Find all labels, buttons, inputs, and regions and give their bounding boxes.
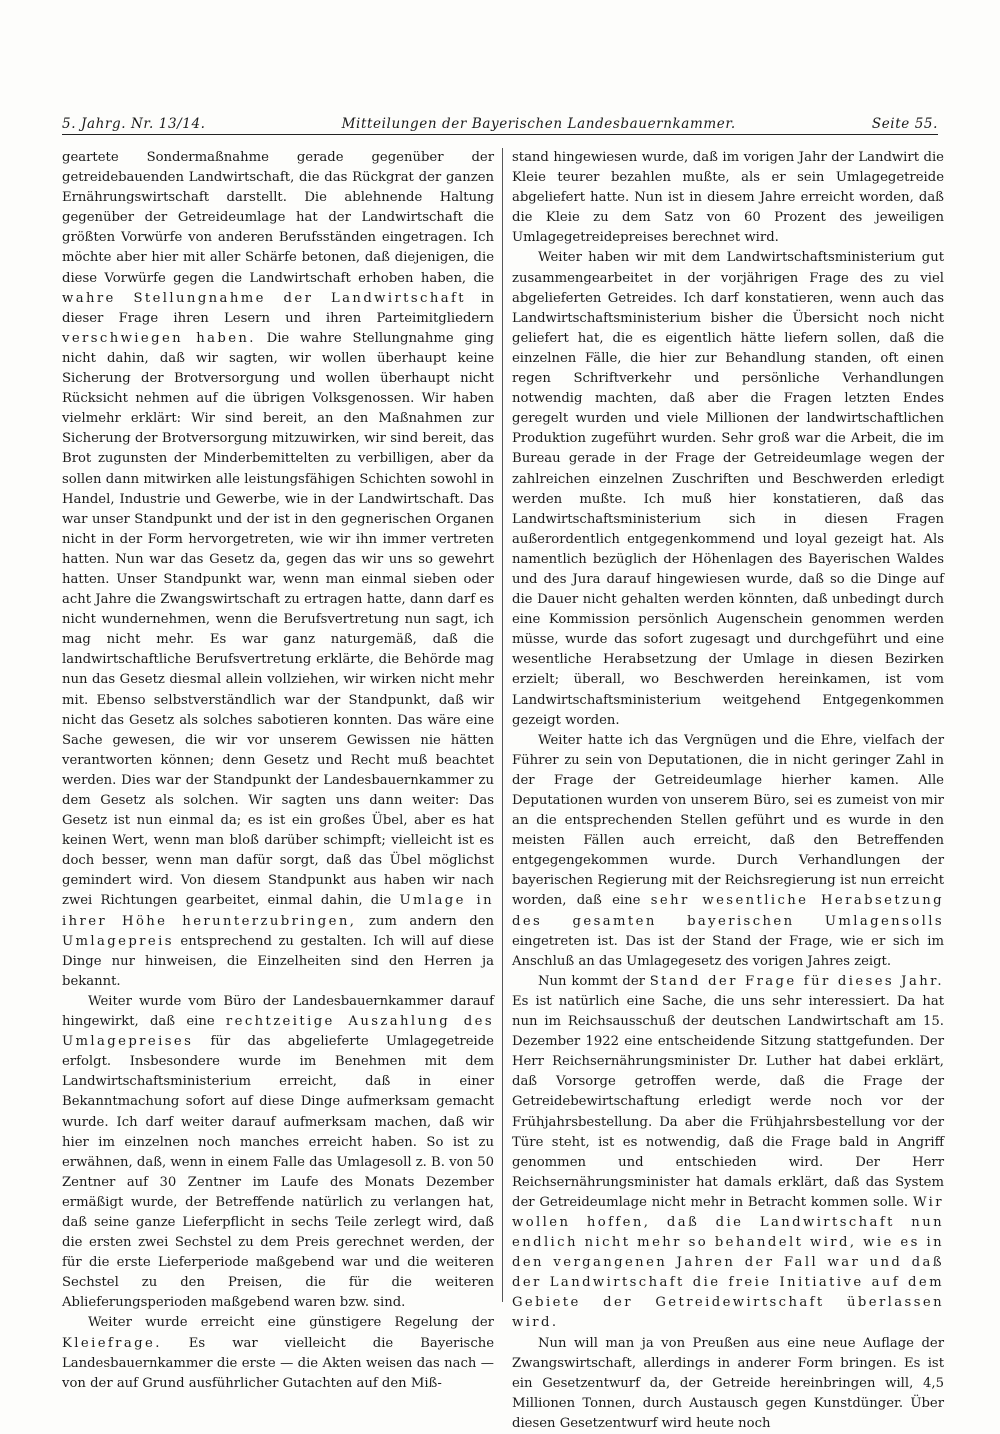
emphasis-text: Umlagepreis [62, 933, 174, 949]
publication-title: Mitteilungen der Bayerischen Landesbauernkammer. [341, 116, 736, 132]
emphasis-text: verschwiegen haben. [62, 330, 256, 346]
paragraph: Nun kommt der Stand der Frage für dieses Jahr. Es ist natürlich eine Sache, die uns sehr interessiert. Da hat nun im Reichsausschuß der deutschen Landwirtschaft am 15. Dezember 1922 eine entscheidende Sitzung stattgefunden. Der Herr Reichsernährungsminister Dr. Luther hat dabei erklärt, daß Vorsorge getroffen werde, daß die Frage der Getreidebewirtschaftung erledigt werde noch vor der Frühjahrsbestellung. Da aber die Frühjahrsbestellung vor der Türe steht, ist es notwendig, daß die Frage bald in Angriff genommen und entschieden wird. Der Herr Reichsernährungsminister hat damals erklärt, daß das System der Getreideumlage nicht mehr in Betracht kommen solle. Wir wollen hoffen, daß die Landwirtschaft nun endlich nicht mehr so behandelt wird, wie es in den vergangenen Jahren der Fall war und daß der Landwirtschaft die freie Initiative auf dem Gebiete der Getreidewirtschaft überlassen wird. [512, 973, 944, 1331]
left-column [62, 148, 495, 1391]
emphasis-text: Kleiefrage. [62, 1335, 162, 1351]
issue-number: 5. Jahrg. Nr. 13/14. [62, 116, 206, 132]
emphasis-text: Wir wollen hoffen, daß die Landwirtschaft nun endlich nicht mehr so behandelt wird, wie es in den vergangenen Jahren der Fall war und daß der Landwirtschaft die freie Initiative auf dem Gebiete der Getreidewirtschaft überlassen wird. [512, 1194, 944, 1331]
paragraph: Weiter haben wir mit dem Landwirtschaftsministerium gut zusammengearbeitet in der vorjährigen Frage des zu viel abgelieferten Getreides. Ich darf konstatieren, wenn auch das Landwirtschaftsministerium bisher die Übersicht noch nicht geliefert hat, die es eigentlich hätte liefern sollen, daß die einzelnen Fälle, die hier zur Behandlung standen, oft einen regen Schriftverkehr und persönliche Verhandlungen notwendig machten, daß aber die Fragen letzten Endes geregelt wurden und viele Millionen der landwirtschaftlichen Produktion zugeführt wurden. Sehr groß war die Arbeit, die im Bureau gerade in der Frage der Getreideumlage wegen der zahlreichen einzelnen Zuschriften und Beschwerden erledigt werden mußte. Ich muß hier konstatieren, daß das Landwirtschaftsministerium sich in diesen Fragen außerordentlich entgegenkommend und loyal gezeigt hat. Als namentlich bezüglich der Höhenlagen des Bayerischen Waldes und des Jura darauf hingewiesen wurde, daß so die Dinge auf die Dauer nicht gehalten werden könnten, daß unbedingt durch eine Kommission persönlich Augenschein genommen werden müsse, wurde das sofort zugesagt und durchgeführt und eine wesentliche Herabsetzung der Umlage in diesen Bezirken erzielt; überall, wo Beschwerden hereinkamen, ist vom Landwirtschaftsministerium weitgehend Entgegenkommen gezeigt worden. [512, 250, 944, 728]
emphasis-text: sehr wesentliche Herabsetzung des gesamten bayerischen Umlagensolls [512, 893, 944, 929]
emphasis-text: Stand der Frage für dieses Jahr. [649, 973, 944, 989]
emphasis-text: wahre Stellungnahme der Landwirtschaft [62, 290, 466, 306]
emphasis-text: Umlage in ihrer Höhe herunterzubringen, [62, 893, 494, 929]
paragraph: Weiter wurde vom Büro der Landesbauernkammer darauf hingewirkt, daß eine rechtzeitige Auszahlung des Umlagepreises für das abgelieferte Umlagegetreide erfolgt. Insbesondere wurde im Benehmen mit dem Landwirtschaftsministerium erreicht, daß in einer Bekanntmachung sofort auf diese Dinge aufmerksam gemacht wurde. Ich darf weiter darauf aufmerksam machen, daß wir hier im einzelnen noch manches erreicht haben. So ist zu erwähnen, daß, wenn in einem Falle das Umlagesoll z. B. von 50 Zentner auf 30 Zentner im Laufe des Monats Dezember ermäßigt wurde, der Betreffende natürlich zu verlangen hat, daß seine ganze Lieferpflicht in sechs Teile zerlegt wird, daß die ersten zwei Sechstel zu dem Preis gerechnet werden, der für die erste Lieferperiode maßgebend war und die weiteren Sechstel zu den Preisen, die für die weiteren Ablieferungsperioden maßgebend waren bzw. sind. [62, 993, 494, 1311]
emphasis-text: rechtzeitige Auszahlung des Umlagepreises [62, 1014, 494, 1050]
right-column [512, 148, 944, 1431]
paragraph: Weiter wurde erreicht eine günstigere Regelung der Kleiefrage. Es war vielleicht die Bayerische Landesbauernkammer die erste — die Akten weisen das nach — von der auf Grund ausführlicher Gutachten auf den Miß- [62, 1315, 495, 1391]
paragraph: geartete Sondermaßnahme gerade gegenüber der getreidebauenden Landwirtschaft, die das Rückgrat der ganzen Ernährungswirtschaft darstellt. Die ablehnende Haltung gegenüber der Getreideumlage hat der Landwirtschaft die größten Vorwürfe von anderen Berufsständen eingetragen. Ich möchte aber hier mit aller Schärfe betonen, daß diejenigen, die diese Vorwürfe gegen die Landwirtschaft erhoben haben, die wahre Stellungnahme der Landwirtschaft in dieser Frage ihren Lesern und ihren Parteimitgliedern verschwiegen haben. Die wahre Stellungnahme ging nicht dahin, daß wir sagten, wir wollen überhaupt keine Sicherung der Brotversorgung und wollen überhaupt nicht Rücksicht nehmen auf die übrigen Volksgenossen. Wir haben vielmehr erklärt: Wir sind bereit, an den Maßnahmen zur Sicherung der Brotversorgung mitzuwirken, wir sind bereit, das Brot zugunsten der Minderbemittelten zu verbilligen, aber da sollen dann mitwirken alle leistungsfähigen Schichten sowohl in Handel, Industrie und Gewerbe, wie in der Landwirtschaft. Das war unser Standpunkt und der ist in den gegnerischen Organen nicht in der Form hervorgetreten, wie wir ihn immer vertreten hatten. Nun war das Gesetz da, gegen das wir uns so gewehrt hatten. Unser Standpunkt war, wenn man einmal sieben oder acht Jahre die Zwangswirtschaft zu ertragen hatte, dann darf es nicht wundernehmen, wenn die Berufsvertretung nun sagt, ich mag nicht mehr. Es war ganz naturgemäß, daß die landwirtschaftliche Berufsvertretung erklärte, die Behörde mag nun das Gesetz diesmal allein vollziehen, wir wirken nicht mehr mit. Ebenso selbstverständlich war der Standpunkt, daß wir nicht das Gesetz als solches sabotieren konnten. Das wäre eine Sache gewesen, die wir vor unserem Gewissen nie hätten verantworten können; denn Gesetz und Recht muß beachtet werden. Dies war der Standpunkt der Landesbauernkammer zu dem Gesetz als solchen. Wir sagten uns dann weiter: Das Gesetz ist nun einmal da; es ist ein großes Übel, aber es hat keinen Wert, wenn man bloß darüber schimpft; vielleicht ist es doch besser, wenn man dafür sorgt, daß das Übel möglichst gemindert wird. Von diesem Standpunkt aus haben wir nach zwei Richtungen gearbeitet, einmal dahin, die Umlage in ihrer Höhe herunterzubringen, zum andern den Umlagepreis entsprechend zu gestalten. Ich will auf diese Dinge nur hinweisen, die Einzelheiten sind den Herren ja bekannt. [62, 150, 495, 989]
header-rule [62, 134, 938, 135]
page-header [62, 106, 938, 132]
paragraph: Weiter hatte ich das Vergnügen und die Ehre, vielfach der Führer zu sein von Deputationen, die in nicht geringer Zahl in der Frage der Getreideumlage hierher kamen. Alle Deputationen wurden von unserem Büro, sei es zumeist von mir an die entsprechenden Stellen geführt und es wurde in den meisten Fällen auch erreicht, daß den Betreffenden entgegengekommen wurde. Durch Verhandlungen der bayerischen Regierung mit der Reichsregierung ist nun erreicht worden, daß eine sehr wesentliche Herabsetzung des gesamten bayerischen Umlagensolls eingetreten ist. Das ist der Stand der Frage, wie er sich im Anschluß an das Umlagegesetz des vorigen Jahres zeigt. [512, 732, 944, 969]
paragraph: Nun will man ja von Preußen aus eine neue Auflage der Zwangswirtschaft, allerdings in anderer Form bringen. Es ist ein Gesetzentwurf da, der Getreide hereinbringen will, 4,5 Millionen Tonnen, durch Austausch gegen Kunstdünger. Über diesen Gesetzentwurf wird heute noch [512, 1335, 944, 1431]
column-divider [502, 148, 503, 1302]
paragraph: stand hingewiesen wurde, daß im vorigen Jahr der Landwirt die Kleie teurer bezahlen mußte, als er sein Umlagegetreide abgeliefert hatte. Nun ist in diesem Jahre erreicht worden, daß die Kleie zu dem Satz von 60 Prozent des jeweiligen Umlagegetreidepreises berechnet wird. [512, 150, 944, 246]
page-number: Seite 55. [871, 116, 938, 132]
